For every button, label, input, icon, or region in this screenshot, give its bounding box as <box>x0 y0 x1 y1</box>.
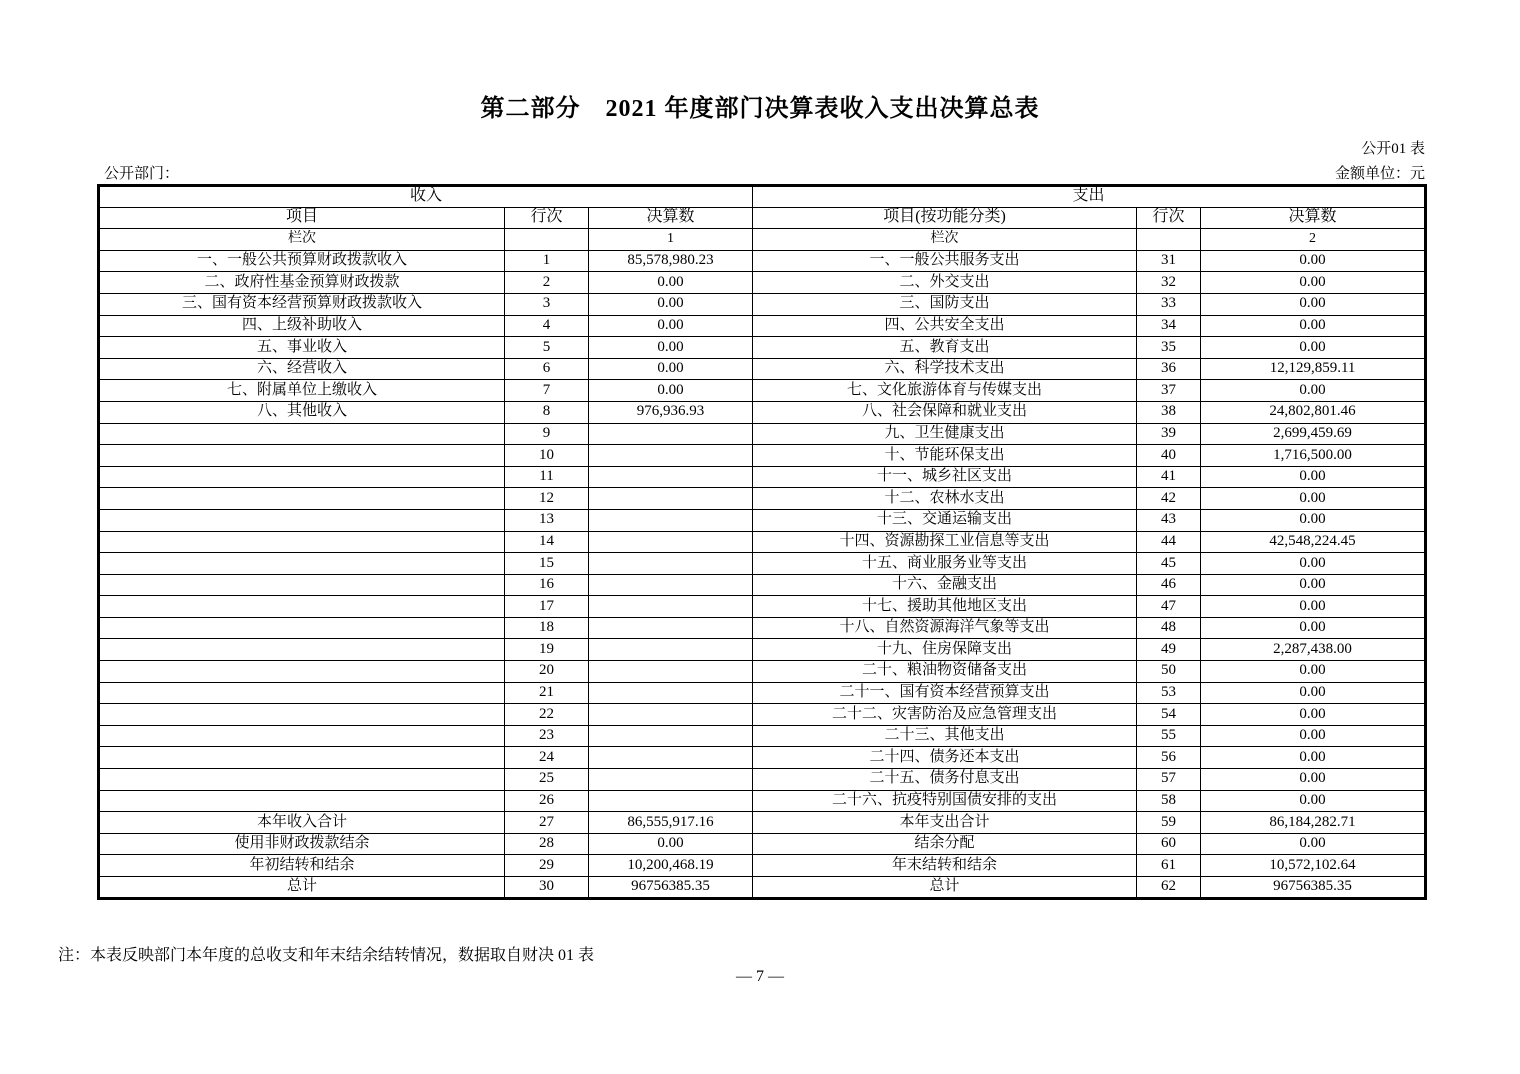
income-amount-cell <box>589 639 753 661</box>
table-row <box>99 747 1426 769</box>
income-item-cell <box>99 423 505 445</box>
expense-rowno-cell: 49 <box>1137 639 1201 661</box>
expense-rowno-cell: 35 <box>1137 337 1201 359</box>
year-start-carryover-rowno: 29 <box>505 855 589 877</box>
table-row <box>99 531 1426 553</box>
expense-rowno-cell: 37 <box>1137 380 1201 402</box>
table-row <box>99 337 1426 359</box>
expense-amount-cell: 0.00 <box>1201 682 1426 704</box>
income-rowno-cell: 1 <box>505 250 589 272</box>
income-item-cell <box>99 682 505 704</box>
expense-rowno-cell: 31 <box>1137 250 1201 272</box>
income-item-cell: 七、附属单位上缴收入 <box>99 380 505 402</box>
income-amount-cell <box>589 682 753 704</box>
table-row <box>99 553 1426 575</box>
expense-rowno-cell: 58 <box>1137 790 1201 812</box>
table-row <box>99 639 1426 661</box>
expense-item-cell: 二十三、其他支出 <box>753 725 1137 747</box>
income-rowno-cell: 7 <box>505 380 589 402</box>
expense-colindex-number: 2 <box>1201 229 1426 251</box>
expense-amount-cell: 0.00 <box>1201 509 1426 531</box>
expense-total-amount: 86,184,282.71 <box>1201 812 1426 834</box>
expense-item-cell: 五、教育支出 <box>753 337 1137 359</box>
income-item-cell <box>99 596 505 618</box>
grand-total-row <box>99 877 1426 899</box>
column-header-row <box>99 207 1426 229</box>
income-item-cell: 二、政府性基金预算财政拨款 <box>99 272 505 294</box>
expense-amount-cell: 0.00 <box>1201 488 1426 510</box>
income-rowno-cell: 4 <box>505 315 589 337</box>
income-rowno-cell: 17 <box>505 596 589 618</box>
expense-rowno-cell: 36 <box>1137 358 1201 380</box>
balance-allocation-label: 结余分配 <box>753 833 1137 855</box>
expense-grand-total-rowno: 62 <box>1137 877 1201 899</box>
income-amount-cell <box>589 423 753 445</box>
income-rowno-cell: 25 <box>505 769 589 791</box>
income-amount-cell <box>589 596 753 618</box>
expense-item-cell: 十二、农林水支出 <box>753 488 1137 510</box>
expense-item-cell: 七、文化旅游体育与传媒支出 <box>753 380 1137 402</box>
income-rowno-header: 行次 <box>505 207 589 229</box>
expense-amount-cell: 2,699,459.69 <box>1201 423 1426 445</box>
summary-body <box>99 812 1426 898</box>
expense-item-cell: 十、节能环保支出 <box>753 445 1137 467</box>
income-item-cell <box>99 553 505 575</box>
expense-amount-cell: 42,548,224.45 <box>1201 531 1426 553</box>
expense-rowno-cell: 47 <box>1137 596 1201 618</box>
expense-amount-cell: 2,287,438.00 <box>1201 639 1426 661</box>
expense-amount-cell: 0.00 <box>1201 704 1426 726</box>
income-rowno-cell: 3 <box>505 293 589 315</box>
income-amount-cell: 85,578,980.23 <box>589 250 753 272</box>
table-row <box>99 358 1426 380</box>
expense-amount-cell: 0.00 <box>1201 769 1426 791</box>
page-title: 第二部分 2021 年度部门决算表收入支出决算总表 <box>480 96 1040 122</box>
expense-rowno-cell: 32 <box>1137 272 1201 294</box>
expense-total-rowno: 59 <box>1137 812 1201 834</box>
table-row <box>99 401 1426 423</box>
expense-rowno-header: 行次 <box>1137 207 1201 229</box>
income-amount-cell <box>589 704 753 726</box>
expense-amount-cell: 0.00 <box>1201 337 1426 359</box>
expense-total-label: 本年支出合计 <box>753 812 1137 834</box>
expense-rowno-cell: 39 <box>1137 423 1201 445</box>
expense-rowno-cell: 45 <box>1137 553 1201 575</box>
non-fiscal-balance-row <box>99 833 1426 855</box>
expense-grand-total-amount: 96756385.35 <box>1201 877 1426 899</box>
expense-amount-cell: 0.00 <box>1201 380 1426 402</box>
expense-rowno-cell: 41 <box>1137 466 1201 488</box>
income-rowno-cell: 8 <box>505 401 589 423</box>
income-amount-cell <box>589 553 753 575</box>
carryover-row <box>99 855 1426 877</box>
expense-amount-cell: 0.00 <box>1201 293 1426 315</box>
expense-item-cell: 十一、城乡社区支出 <box>753 466 1137 488</box>
income-amount-cell: 0.00 <box>589 293 753 315</box>
non-fiscal-balance-label: 使用非财政拨款结余 <box>99 833 505 855</box>
expense-item-header: 项目(按功能分类) <box>753 207 1137 229</box>
expense-rowno-cell: 33 <box>1137 293 1201 315</box>
income-item-cell <box>99 466 505 488</box>
expense-section-header: 支出 <box>753 186 1426 208</box>
income-rowno-cell: 5 <box>505 337 589 359</box>
income-amount-cell: 0.00 <box>589 315 753 337</box>
income-item-cell: 三、国有资本经营预算财政拨款收入 <box>99 293 505 315</box>
expense-item-cell: 十五、商业服务业等支出 <box>753 553 1137 575</box>
income-rowno-cell: 14 <box>505 531 589 553</box>
public-department-label: 公开部门： <box>104 166 180 182</box>
expense-rowno-cell: 44 <box>1137 531 1201 553</box>
income-item-header: 项目 <box>99 207 505 229</box>
table-row <box>99 272 1426 294</box>
income-colindex-number: 1 <box>589 229 753 251</box>
expense-amount-cell: 24,802,801.46 <box>1201 401 1426 423</box>
income-item-cell <box>99 574 505 596</box>
income-rowno-cell: 12 <box>505 488 589 510</box>
income-item-cell <box>99 509 505 531</box>
year-end-carryover-amount: 10,572,102.64 <box>1201 855 1426 877</box>
income-total-rowno: 27 <box>505 812 589 834</box>
table-row <box>99 661 1426 683</box>
expense-item-cell: 十八、自然资源海洋气象等支出 <box>753 617 1137 639</box>
income-amount-cell: 976,936.93 <box>589 401 753 423</box>
expense-item-cell: 二十六、抗疫特别国债安排的支出 <box>753 790 1137 812</box>
income-rowno-cell: 21 <box>505 682 589 704</box>
income-total-amount: 86,555,917.16 <box>589 812 753 834</box>
table-row <box>99 725 1426 747</box>
income-item-cell <box>99 488 505 510</box>
income-item-cell: 一、一般公共预算财政拨款收入 <box>99 250 505 272</box>
income-amount-cell <box>589 769 753 791</box>
income-amount-cell <box>589 747 753 769</box>
expense-grand-total-label: 总计 <box>753 877 1137 899</box>
income-rowno-cell: 24 <box>505 747 589 769</box>
income-item-cell: 五、事业收入 <box>99 337 505 359</box>
income-amount-cell: 0.00 <box>589 337 753 359</box>
income-item-cell: 八、其他收入 <box>99 401 505 423</box>
income-item-cell <box>99 704 505 726</box>
income-amount-header: 决算数 <box>589 207 753 229</box>
income-rowno-cell: 18 <box>505 617 589 639</box>
income-item-cell <box>99 769 505 791</box>
expense-item-cell: 二十四、债务还本支出 <box>753 747 1137 769</box>
year-end-carryover-rowno: 61 <box>1137 855 1201 877</box>
income-rowno-cell: 11 <box>505 466 589 488</box>
expense-rowno-cell: 56 <box>1137 747 1201 769</box>
income-amount-cell <box>589 725 753 747</box>
table-row <box>99 574 1426 596</box>
expense-rowno-cell: 57 <box>1137 769 1201 791</box>
income-rowno-cell: 16 <box>505 574 589 596</box>
expense-amount-cell: 0.00 <box>1201 747 1426 769</box>
expense-amount-cell: 12,129,859.11 <box>1201 358 1426 380</box>
expense-rowno-cell: 48 <box>1137 617 1201 639</box>
expense-item-cell: 二十五、债务付息支出 <box>753 769 1137 791</box>
income-amount-cell <box>589 790 753 812</box>
expense-amount-cell: 0.00 <box>1201 725 1426 747</box>
year-start-carryover-amount: 10,200,468.19 <box>589 855 753 877</box>
current-year-total-row <box>99 812 1426 834</box>
expense-rowno-cell: 46 <box>1137 574 1201 596</box>
income-item-cell <box>99 725 505 747</box>
income-item-cell: 六、经营收入 <box>99 358 505 380</box>
expense-amount-header: 决算数 <box>1201 207 1426 229</box>
table-row <box>99 769 1426 791</box>
non-fiscal-balance-amount: 0.00 <box>589 833 753 855</box>
expense-colindex-blank <box>1137 229 1201 251</box>
expense-rowno-cell: 34 <box>1137 315 1201 337</box>
income-amount-cell <box>589 617 753 639</box>
section-header-row <box>99 186 1426 208</box>
table-row <box>99 790 1426 812</box>
amount-unit-label: 金额单位：元 <box>1334 166 1425 182</box>
expense-item-cell: 四、公共安全支出 <box>753 315 1137 337</box>
expense-item-cell: 十四、资源勘探工业信息等支出 <box>753 531 1137 553</box>
income-expense-body <box>99 250 1426 811</box>
table-row <box>99 423 1426 445</box>
table-head <box>99 186 1426 251</box>
table-row <box>99 682 1426 704</box>
table-row <box>99 315 1426 337</box>
income-rowno-cell: 13 <box>505 509 589 531</box>
expense-item-cell: 二、外交支出 <box>753 272 1137 294</box>
expense-amount-cell: 0.00 <box>1201 272 1426 294</box>
expense-amount-cell: 0.00 <box>1201 617 1426 639</box>
expense-amount-cell: 0.00 <box>1201 596 1426 618</box>
expense-item-cell: 十七、援助其他地区支出 <box>753 596 1137 618</box>
expense-item-cell: 二十、粮油物资储备支出 <box>753 661 1137 683</box>
table-row <box>99 488 1426 510</box>
income-item-cell <box>99 617 505 639</box>
income-item-cell <box>99 747 505 769</box>
income-rowno-cell: 19 <box>505 639 589 661</box>
income-item-cell <box>99 790 505 812</box>
income-item-cell <box>99 445 505 467</box>
expense-item-cell: 十九、住房保障支出 <box>753 639 1137 661</box>
balance-allocation-amount: 0.00 <box>1201 833 1426 855</box>
income-item-cell: 四、上级补助收入 <box>99 315 505 337</box>
income-grand-total-label: 总计 <box>99 877 505 899</box>
income-amount-cell <box>589 574 753 596</box>
income-colindex-blank <box>505 229 589 251</box>
balance-allocation-rowno: 60 <box>1137 833 1201 855</box>
income-total-label: 本年收入合计 <box>99 812 505 834</box>
table-row <box>99 293 1426 315</box>
table-code-label: 公开01 表 <box>1361 141 1425 157</box>
income-rowno-cell: 10 <box>505 445 589 467</box>
table-row <box>99 617 1426 639</box>
table-row <box>99 250 1426 272</box>
expense-item-cell: 八、社会保障和就业支出 <box>753 401 1137 423</box>
expense-rowno-cell: 53 <box>1137 682 1201 704</box>
income-amount-cell <box>589 509 753 531</box>
income-amount-cell <box>589 445 753 467</box>
expense-amount-cell: 0.00 <box>1201 553 1426 575</box>
expense-amount-cell: 0.00 <box>1201 661 1426 683</box>
page-number: — 7 — <box>736 968 784 985</box>
income-amount-cell: 0.00 <box>589 358 753 380</box>
expense-item-cell: 二十二、灾害防治及应急管理支出 <box>753 704 1137 726</box>
income-amount-cell: 0.00 <box>589 272 753 294</box>
income-amount-cell <box>589 466 753 488</box>
income-rowno-cell: 2 <box>505 272 589 294</box>
income-rowno-cell: 6 <box>505 358 589 380</box>
expense-item-cell: 三、国防支出 <box>753 293 1137 315</box>
expense-rowno-cell: 54 <box>1137 704 1201 726</box>
income-rowno-cell: 22 <box>505 704 589 726</box>
income-section-header: 收入 <box>99 186 753 208</box>
income-rowno-cell: 23 <box>505 725 589 747</box>
expense-item-cell: 一、一般公共服务支出 <box>753 250 1137 272</box>
expense-item-cell: 六、科学技术支出 <box>753 358 1137 380</box>
income-grand-total-amount: 96756385.35 <box>589 877 753 899</box>
table-row <box>99 704 1426 726</box>
expense-amount-cell: 0.00 <box>1201 790 1426 812</box>
footnote: 注：本表反映部门本年度的总收支和年末结余结转情况，数据取自财决 01 表 <box>58 947 595 964</box>
table-row <box>99 596 1426 618</box>
expense-item-cell: 二十一、国有资本经营预算支出 <box>753 682 1137 704</box>
expense-amount-cell: 0.00 <box>1201 574 1426 596</box>
income-item-cell <box>99 531 505 553</box>
expense-rowno-cell: 42 <box>1137 488 1201 510</box>
expense-colindex-label: 栏次 <box>753 229 1137 251</box>
expense-rowno-cell: 40 <box>1137 445 1201 467</box>
income-expense-summary-table <box>97 184 1427 900</box>
table-row <box>99 509 1426 531</box>
table-row <box>99 380 1426 402</box>
income-item-cell <box>99 661 505 683</box>
expense-item-cell: 十六、金融支出 <box>753 574 1137 596</box>
income-amount-cell: 0.00 <box>589 380 753 402</box>
expense-item-cell: 十三、交通运输支出 <box>753 509 1137 531</box>
income-rowno-cell: 26 <box>505 790 589 812</box>
expense-rowno-cell: 38 <box>1137 401 1201 423</box>
expense-amount-cell: 0.00 <box>1201 250 1426 272</box>
year-start-carryover-label: 年初结转和结余 <box>99 855 505 877</box>
expense-amount-cell: 1,716,500.00 <box>1201 445 1426 467</box>
expense-rowno-cell: 50 <box>1137 661 1201 683</box>
income-amount-cell <box>589 531 753 553</box>
income-item-cell <box>99 639 505 661</box>
expense-item-cell: 九、卫生健康支出 <box>753 423 1137 445</box>
income-rowno-cell: 15 <box>505 553 589 575</box>
column-index-row <box>99 229 1426 251</box>
income-amount-cell <box>589 488 753 510</box>
income-amount-cell <box>589 661 753 683</box>
income-rowno-cell: 20 <box>505 661 589 683</box>
non-fiscal-balance-rowno: 28 <box>505 833 589 855</box>
expense-rowno-cell: 43 <box>1137 509 1201 531</box>
expense-amount-cell: 0.00 <box>1201 466 1426 488</box>
income-grand-total-rowno: 30 <box>505 877 589 899</box>
expense-amount-cell: 0.00 <box>1201 315 1426 337</box>
table-row <box>99 445 1426 467</box>
expense-rowno-cell: 55 <box>1137 725 1201 747</box>
income-colindex-label: 栏次 <box>99 229 505 251</box>
table-row <box>99 466 1426 488</box>
year-end-carryover-label: 年末结转和结余 <box>753 855 1137 877</box>
income-rowno-cell: 9 <box>505 423 589 445</box>
